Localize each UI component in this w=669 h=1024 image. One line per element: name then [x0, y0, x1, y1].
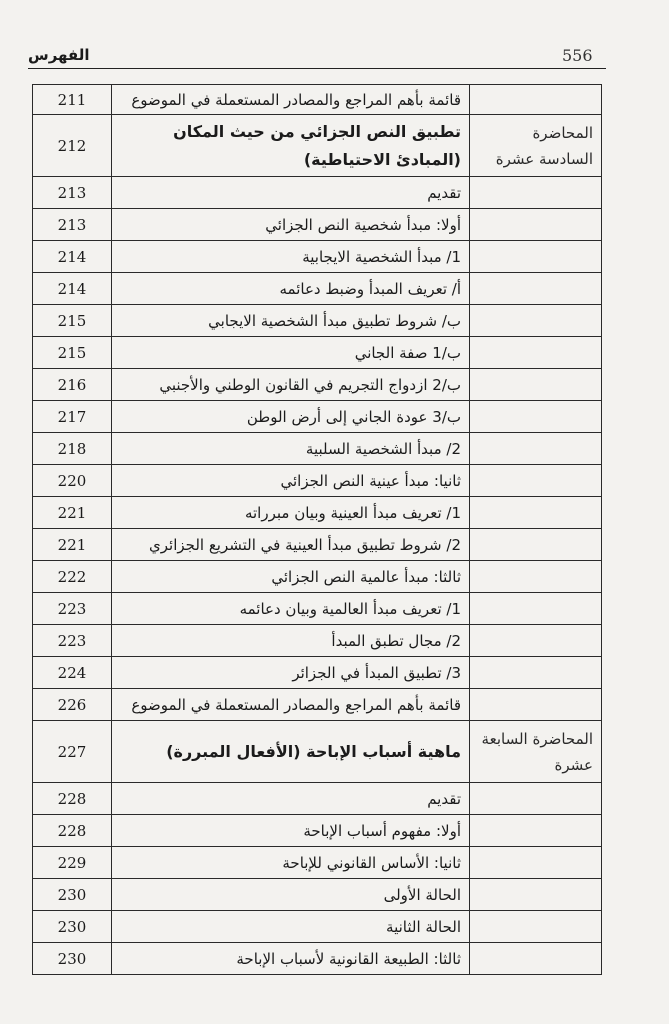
table-row — [33, 943, 602, 975]
table-row — [33, 337, 602, 369]
lecture-cell — [470, 847, 602, 879]
toc-entry: ب/3 عودة الجاني إلى أرض الوطن — [112, 401, 470, 433]
page-ref: 212 — [33, 115, 112, 177]
table-row — [33, 241, 602, 273]
lecture-label-seventeenth: المحاضرة السابعة عشرة — [481, 729, 593, 774]
lecture-cell — [470, 369, 602, 401]
page-ref: 227 — [33, 721, 112, 783]
toc-entry: 1/ تعريف مبدأ العينية وبيان مبرراته — [112, 497, 470, 529]
lecture-cell — [470, 305, 602, 337]
toc-entry: 2/ شروط تطبيق مبدأ العينية في التشريع الجزائري — [112, 529, 470, 561]
page-ref: 220 — [33, 465, 112, 497]
lecture-cell — [470, 593, 602, 625]
page-ref: 226 — [33, 689, 112, 721]
toc-entry: الحالة الثانية — [112, 911, 470, 943]
table-row — [33, 209, 602, 241]
table-row — [33, 465, 602, 497]
toc-entry: تقديم — [112, 783, 470, 815]
lecture-cell — [470, 177, 602, 209]
table-row — [33, 911, 602, 943]
page-ref: 221 — [33, 529, 112, 561]
page-ref: 217 — [33, 401, 112, 433]
lecture-cell — [470, 273, 602, 305]
lecture-cell — [470, 337, 602, 369]
table-row — [33, 401, 602, 433]
lecture-cell — [470, 625, 602, 657]
table-row — [33, 529, 602, 561]
page-ref: 221 — [33, 497, 112, 529]
table-row — [33, 273, 602, 305]
lecture-cell — [470, 657, 602, 689]
table-row — [33, 721, 602, 783]
table-row — [33, 593, 602, 625]
lecture-cell — [470, 911, 602, 943]
lecture-cell — [470, 85, 602, 115]
toc-entry: ثالثا: مبدأ عالمية النص الجزائي — [112, 561, 470, 593]
page-ref: 211 — [33, 85, 112, 115]
toc-entry: ب/1 صفة الجاني — [112, 337, 470, 369]
lecture-cell — [470, 241, 602, 273]
lecture-cell — [470, 815, 602, 847]
lecture-cell — [470, 561, 602, 593]
page-ref: 230 — [33, 911, 112, 943]
page-ref: 214 — [33, 273, 112, 305]
lecture-cell — [470, 529, 602, 561]
page-ref: 228 — [33, 783, 112, 815]
page-ref: 223 — [33, 625, 112, 657]
toc-entry: 2/ مبدأ الشخصية السلبية — [112, 433, 470, 465]
lecture-cell — [470, 465, 602, 497]
lecture-cell — [470, 689, 602, 721]
table-row — [33, 369, 602, 401]
page-ref: 218 — [33, 433, 112, 465]
lecture-label-sixteenth: المحاضرة السادسة عشرة — [495, 123, 593, 168]
toc-entry: 1/ تعريف مبدأ العالمية وبيان دعائمه — [112, 593, 470, 625]
lecture-cell — [470, 943, 602, 975]
table-of-contents — [32, 84, 602, 975]
lecture-cell — [470, 209, 602, 241]
toc-entry: ثانيا: الأساس القانوني للإباحة — [112, 847, 470, 879]
toc-entry: أولا: مفهوم أسباب الإباحة — [112, 815, 470, 847]
page-ref: 216 — [33, 369, 112, 401]
table-row — [33, 305, 602, 337]
page-ref: 223 — [33, 593, 112, 625]
table-row — [33, 561, 602, 593]
page-ref: 230 — [33, 943, 112, 975]
lecture-cell — [470, 783, 602, 815]
toc-entry: 2/ مجال تطبق المبدأ — [112, 625, 470, 657]
page-ref: 213 — [33, 209, 112, 241]
toc-entry: تقديم — [112, 177, 470, 209]
toc-entry: 3/ تطبيق المبدأ في الجزائر — [112, 657, 470, 689]
table-row — [33, 85, 602, 115]
lecture-title: تطبيق النص الجزائي من حيث المكان (المبادئ الاحتياطية) — [112, 115, 470, 177]
running-title: الفهرس — [28, 46, 90, 64]
table-row — [33, 115, 602, 177]
toc-entry: الحالة الأولى — [112, 879, 470, 911]
page-ref: 215 — [33, 337, 112, 369]
toc-entry: 1/ مبدأ الشخصية الايجابية — [112, 241, 470, 273]
toc-entry: ب/2 ازدواج التجريم في القانون الوطني والأجنبي — [112, 369, 470, 401]
toc-entry: أ/ تعريف المبدأ وضبط دعائمه — [112, 273, 470, 305]
lecture-cell — [470, 433, 602, 465]
header-divider — [28, 68, 606, 69]
lecture-cell — [470, 115, 602, 177]
toc-entry: ب/ شروط تطبيق مبدأ الشخصية الايجابي — [112, 305, 470, 337]
table-row — [33, 433, 602, 465]
toc-entry: قائمة بأهم المراجع والمصادر المستعملة في الموضوع — [112, 689, 470, 721]
page-number: 556 — [562, 46, 593, 65]
toc-entry: ثانيا: مبدأ عينية النص الجزائي — [112, 465, 470, 497]
page-ref: 215 — [33, 305, 112, 337]
table-row — [33, 177, 602, 209]
page-ref: 229 — [33, 847, 112, 879]
page-ref: 222 — [33, 561, 112, 593]
table-row — [33, 497, 602, 529]
toc-entry: أولا: مبدأ شخصية النص الجزائي — [112, 209, 470, 241]
page-ref: 214 — [33, 241, 112, 273]
lecture-cell — [470, 497, 602, 529]
lecture-cell — [470, 879, 602, 911]
toc-entry: قائمة بأهم المراجع والمصادر المستعملة في الموضوع — [112, 85, 470, 115]
lecture-title: ماهية أسباب الإباحة (الأفعال المبررة) — [112, 721, 470, 783]
toc-entry: ثالثا: الطبيعة القانونية لأسباب الإباحة — [112, 943, 470, 975]
table-row — [33, 815, 602, 847]
lecture-cell — [470, 401, 602, 433]
page-ref: 224 — [33, 657, 112, 689]
table-row — [33, 625, 602, 657]
table-row — [33, 847, 602, 879]
page-ref: 228 — [33, 815, 112, 847]
page-ref: 213 — [33, 177, 112, 209]
lecture-cell — [470, 721, 602, 783]
table-row — [33, 879, 602, 911]
table-row — [33, 657, 602, 689]
page-ref: 230 — [33, 879, 112, 911]
table-row — [33, 689, 602, 721]
table-row — [33, 783, 602, 815]
